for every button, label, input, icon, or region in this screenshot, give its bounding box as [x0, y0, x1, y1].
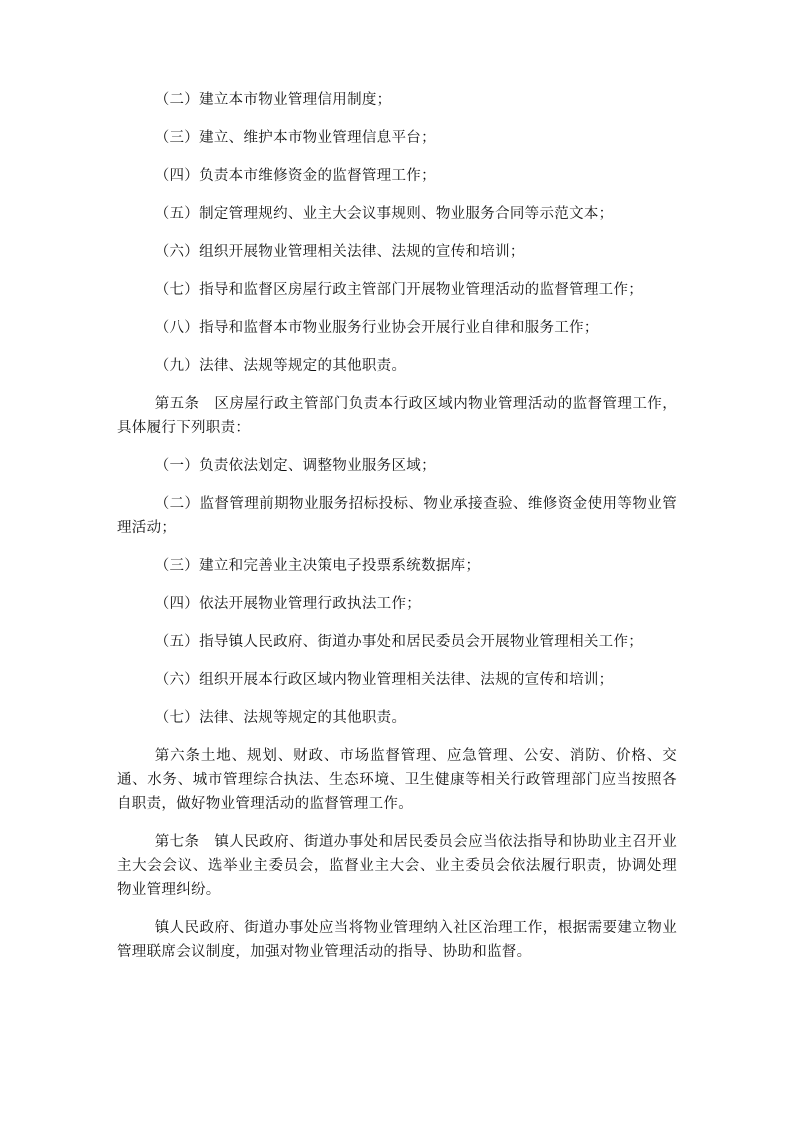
article-7-paragraph-2: 镇人民政府、街道办事处应当将物业管理纳入社区治理工作，根据需要建立物业管理联席会议制度，加强对物业管理活动的指导、协助和监督。 [117, 920, 677, 960]
clause-5: （五）制定管理规约、业主大会议事规则、物业服务合同等示范文本； [154, 206, 614, 222]
document-page [117, 88, 677, 978]
article-5: 第五条 区房屋行政主管部门负责本行政区域内物业管理活动的监督管理工作，具体履行下列职责： [117, 396, 677, 436]
article-5-clause-6: （六）组织开展本行政区域内物业管理相关法律、法规的宣传和培训； [154, 672, 614, 688]
article-5-clause-5: （五）指导镇人民政府、街道办事处和居民委员会开展物业管理相关工作； [154, 634, 644, 650]
clause-8: （八）指导和监督本市物业服务行业协会开展行业自律和服务工作； [154, 320, 599, 336]
article-5-clause-4: （四）依法开展物业管理行政执法工作； [154, 596, 422, 612]
clause-3: （三）建立、维护本市物业管理信息平台； [154, 130, 436, 146]
clause-9: （九）法律、法规等规定的其他职责。 [154, 358, 407, 374]
article-5-clause-2: （二）监督管理前期物业服务招标投标、物业承接查验、维修资金使用等物业管理活动； [117, 496, 677, 536]
clause-2: （二）建立本市物业管理信用制度； [154, 92, 392, 108]
article-7: 第七条 镇人民政府、街道办事处和居民委员会应当依法指导和协助业主召开业主大会会议、选举业主委员会，监督业主大会、业主委员会依法履行职责，协调处理物业管理纠纷。 [117, 834, 677, 898]
article-6: 第六条土地、规划、财政、市场监督管理、应急管理、公安、消防、价格、交通、水务、城市管理综合执法、生态环境、卫生健康等相关行政管理部门应当按照各自职责，做好物业管理活动的监督管理工作。 [117, 748, 677, 812]
article-5-clause-1: （一）负责依法划定、调整物业服务区域； [154, 458, 436, 474]
clause-4: （四）负责本市维修资金的监督管理工作； [154, 168, 436, 184]
article-5-clause-7: （七）法律、法规等规定的其他职责。 [154, 710, 407, 726]
clause-7: （七）指导和监督区房屋行政主管部门开展物业管理活动的监督管理工作； [154, 282, 644, 298]
article-5-clause-3: （三）建立和完善业主决策电子投票系统数据库； [154, 558, 481, 574]
clause-6: （六）组织开展物业管理相关法律、法规的宣传和培训； [154, 244, 525, 260]
